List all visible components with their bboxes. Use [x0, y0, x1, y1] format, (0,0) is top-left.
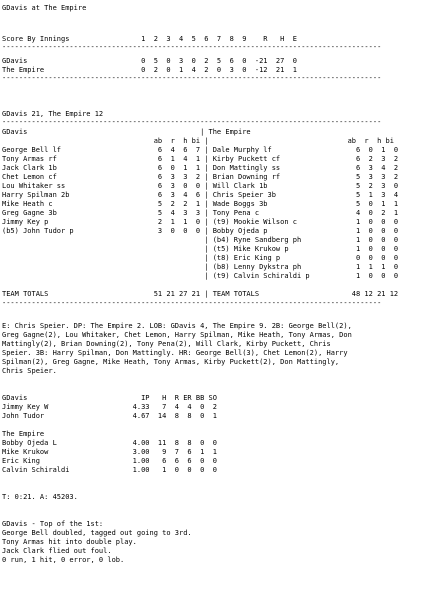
pitching-line: John Tudor 4.67 14 8 8 0 1 [2, 412, 217, 420]
play-by-play-line: GDavis - Top of the 1st: [2, 520, 104, 528]
batting-row: | (t8) Eric King p 0 0 0 0 [2, 254, 399, 262]
game-notes-line: Greg Gagne(2), Lou Whitaker, Chet Lemon, Harry Spilman, Mike Heath, Tony Armas, Don [2, 331, 352, 339]
batting-row: Tony Armas rf 6 1 4 1 | Kirby Puckett cf 6 2 3 2 [2, 155, 399, 163]
batting-row: Harry Spilman 2b 6 3 4 6 | Chris Speier 3b 5 1 3 4 [2, 191, 399, 199]
separator-line: ------------------------------------------------------------------------------------------ [2, 299, 382, 307]
document-title: GDavis at The Empire [2, 4, 87, 12]
pitching-line: Eric King 1.00 6 6 6 0 0 [2, 457, 217, 465]
play-by-play-line: Tony Armas hit into double play. [2, 538, 137, 546]
game-notes-line: Mattingly(2), Brian Downing(2), Tony Pena(2), Will Clark, Kirby Puckett, Chris [2, 340, 331, 348]
batting-row: Lou Whitaker ss 6 3 0 0 | Will Clark 1b 5 2 3 0 [2, 182, 399, 190]
batting-row: | (b8) Lenny Dykstra ph 1 1 1 0 [2, 263, 399, 271]
batting-row: (b5) John Tudor p 3 0 0 0 | Bobby Ojeda p 1 0 0 0 [2, 227, 399, 235]
batting-row: | (t9) Calvin Schiraldi p 1 0 0 0 [2, 272, 399, 280]
play-by-play-line: George Bell doubled, tagged out going to 3rd. [2, 529, 192, 537]
batting-row: | (b4) Ryne Sandberg ph 1 0 0 0 [2, 236, 399, 244]
game-notes-line: E: Chris Speier. DP: The Empire 2. LOB: GDavis 4, The Empire 9. 2B: George Bell(2), [2, 322, 352, 330]
play-by-play-line: Jack Clark flied out foul. [2, 547, 112, 555]
score-by-innings-header: Score By Innings 1 2 3 4 5 6 7 8 9 R H E [2, 35, 298, 43]
pitching-line: Jimmy Key W 4.33 7 4 4 0 2 [2, 403, 217, 411]
linescore-row: GDavis 0 5 0 3 0 2 5 6 0 -21 27 0 [2, 57, 298, 65]
batting-row: Greg Gagne 3b 5 4 3 3 | Tony Pena c 4 0 2 1 [2, 209, 399, 217]
game-notes-line: Chris Speier. [2, 367, 57, 375]
batting-row: Chet Lemon cf 6 3 3 2 | Brian Downing rf 5 3 3 2 [2, 173, 399, 181]
batting-row: Mike Heath c 5 2 2 1 | Wade Boggs 3b 5 0 1 1 [2, 200, 399, 208]
pitching-line: The Empire [2, 430, 45, 438]
batting-row: Jimmy Key p 2 1 1 0 | (t9) Mookie Wilson c 1 0 0 0 [2, 218, 399, 226]
pitching-line: GDavis IP H R ER BB SO [2, 394, 217, 402]
time-attendance: T: 0:21. A: 45203. [2, 493, 78, 501]
game-result: GDavis 21, The Empire 12 [2, 110, 104, 118]
separator-line: ------------------------------------------------------------------------------------------ [2, 43, 382, 51]
team-totals-row: TEAM TOTALS 51 21 27 21 | TEAM TOTALS 48 12 21 12 [2, 290, 399, 298]
pitching-line: Calvin Schiraldi 1.00 1 0 0 0 0 [2, 466, 217, 474]
batting-row: Jack Clark 1b 6 0 1 1 | Don Mattingly ss 6 3 4 2 [2, 164, 399, 172]
game-notes-line: Speier. 3B: Harry Spilman, Don Mattingly. HR: George Bell(3), Chet Lemon(2), Harry [2, 349, 348, 357]
separator-line: ------------------------------------------------------------------------------------------ [2, 74, 382, 82]
pitching-line: Mike Krukow 3.00 9 7 6 1 1 [2, 448, 217, 456]
game-notes-line: Spilman(2), Greg Gagne, Mike Heath, Tony Armas, Kirby Puckett(2), Don Mattingly, [2, 358, 340, 366]
pitching-line: Bobby Ojeda L 4.00 11 8 8 0 0 [2, 439, 217, 447]
batting-row: George Bell lf 6 4 6 7 | Dale Murphy lf 6 0 1 0 [2, 146, 399, 154]
batting-row: | (t5) Mike Krukow p 1 0 0 0 [2, 245, 399, 253]
play-by-play-line: 0 run, 1 hit, 0 error, 0 lob. [2, 556, 125, 564]
linescore-row: The Empire 0 2 0 1 4 2 0 3 0 -12 21 1 [2, 66, 298, 74]
separator-line: ------------------------------------------------------------------------------------------ [2, 118, 382, 126]
box-team-header: GDavis | The Empire [2, 128, 251, 136]
box-column-header: ab r h bi | ab r h bi [2, 137, 394, 145]
